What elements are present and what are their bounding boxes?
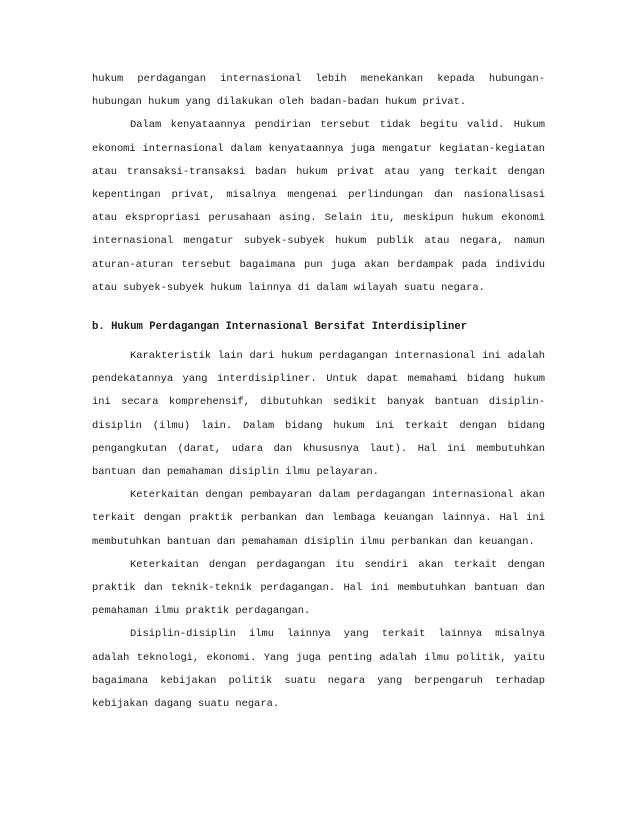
body-text-top — [92, 68, 545, 300]
paragraph-other-disciplines: Disiplin-disiplin ilmu lainnya yang terkait lainnya misalnya adalah teknologi, ekonomi. Yang juga penting adalah ilmu politik, yaitu bagaimana kebijakan politik suatu negara yang berpengaruh terhadap kebijakan dagang suatu negara. — [92, 628, 545, 711]
body-text-bottom — [92, 345, 545, 716]
paragraph-validity: Dalam kenyataannya pendirian tersebut tidak begitu valid. Hukum ekonomi internasional dalam kenyataannya juga mengatur kegiatan-kegiatan atau transaksi-transaksi badan hukum privat atau yang terkait dengan kepentingan privat, misalnya mengenai perlindungan dan nasionalisasi atau ekspropriasi perusahaan asing. Selain itu, meskipun hukum ekonomi internasional mengatur subyek-subyek hukum publik atau negara, namun aturan-aturan tersebut bagaimana pun juga akan berdampak pada individu atau subyek-subyek hukum lainnya di dalam wilayah suatu negara. — [92, 119, 545, 294]
paragraph-payment: Keterkaitan dengan pembayaran dalam perdagangan internasional akan terkait dengan praktik perbankan dan lembaga keuangan lainnya. Hal ini membutuhkan bantuan dan pemahaman disiplin ilmu perbankan dan keuangan. — [92, 489, 545, 548]
section-heading: b. Hukum Perdagangan Internasional Bersifat Interdisipliner — [92, 321, 468, 334]
paragraph-trade-practice: Keterkaitan dengan perdagangan itu sendiri akan terkait dengan praktik dan teknik-teknik perdagangan. Hal ini membutuhkan bantuan dan pemahaman ilmu praktik perdagangan. — [92, 558, 545, 618]
paragraph-interdisciplinary: Karakteristik lain dari hukum perdagangan internasional ini adalah pendekatannya yang interdisipliner. Untuk dapat memahami bidang hukum ini secara komprehensif, dibutuhkan sedikit banyak bantuan disiplin-disiplin (ilmu) lain. Dalam bidang hukum ini terkait dengan bidang pengangkutan (darat, udara dan khususnya laut). Hal ini membutuhkan bantuan dan pemahaman disiplin ilmu pelayaran. — [92, 350, 545, 479]
document-page — [92, 68, 545, 716]
paragraph-intro-continuation: hukum perdagangan internasional lebih menekankan kepada hubungan-hubungan hukum yang dilakukan oleh badan-badan hukum privat. — [92, 73, 545, 109]
